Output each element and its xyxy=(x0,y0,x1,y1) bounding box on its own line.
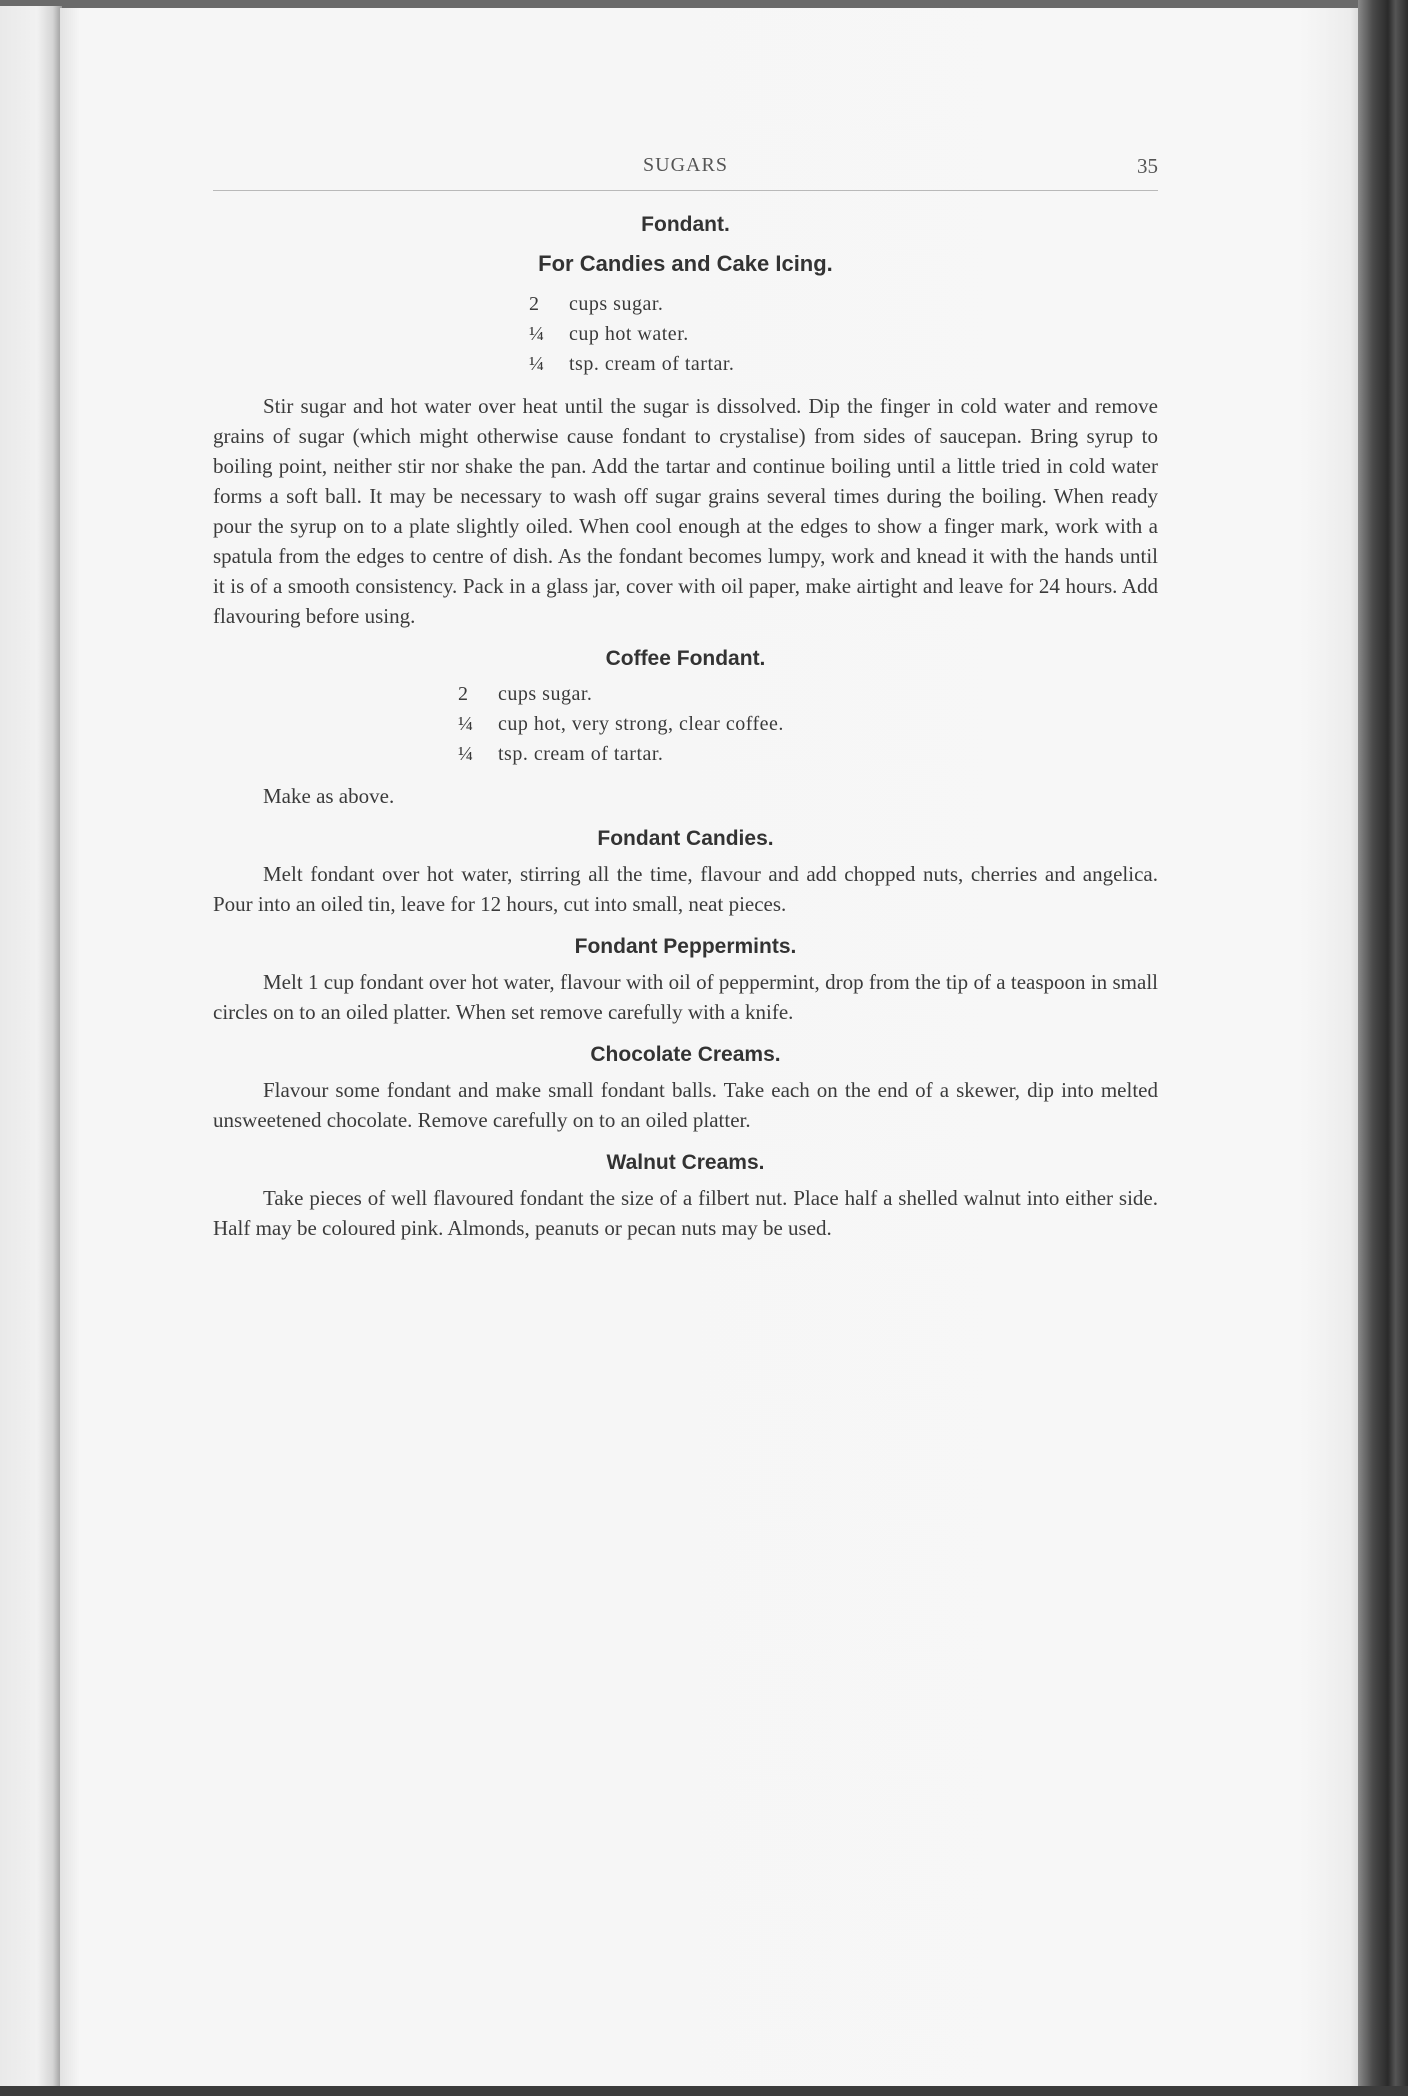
ingredient-qty: 2 xyxy=(529,293,540,315)
ingredient-text: cups sugar. xyxy=(498,683,593,705)
ingredient-qty: ¼ xyxy=(458,713,474,735)
recipe-title-fondant-peppermints: Fondant Peppermints. xyxy=(574,935,797,958)
recipe-method-fondant-peppermints: Melt 1 cup fondant over hot water, flavour with oil of peppermint, drop from the tip of a teaspoon in small circles on to an oiled platter. When set remove carefully with a knife. xyxy=(213,970,1158,1024)
ingredient-list-fondant xyxy=(213,289,1158,379)
recipe-title-walnut-creams: Walnut Creams. xyxy=(606,1151,765,1174)
ingredient-list-coffee-fondant xyxy=(213,679,1158,769)
recipe-title-fondant: Fondant. xyxy=(641,213,730,236)
recipe-subtitle-fondant: For Candies and Cake Icing. xyxy=(538,251,833,276)
ingredient-qty: ¼ xyxy=(458,743,474,765)
ingredient-qty: ¼ xyxy=(529,323,545,345)
page-number: 35 xyxy=(1137,154,1158,178)
ingredient-line xyxy=(529,349,1158,379)
recipe-method-coffee-fondant: Make as above. xyxy=(263,784,395,808)
page-content xyxy=(213,150,1158,1243)
ingredient-qty: 2 xyxy=(458,683,469,705)
ingredient-line xyxy=(529,289,1158,319)
ingredient-text: tsp. cream of tartar. xyxy=(498,743,664,765)
ingredient-line xyxy=(458,739,1158,769)
ingredient-qty: ¼ xyxy=(529,353,545,375)
scan-bottom-edge xyxy=(0,2086,1408,2096)
recipe-title-coffee-fondant: Coffee Fondant. xyxy=(605,647,766,670)
ingredient-line xyxy=(529,319,1158,349)
ingredient-text: cup hot, very strong, clear coffee. xyxy=(498,713,784,735)
recipe-method-fondant: Stir sugar and hot water over heat until the sugar is dissolved. Dip the finger in cold water and remove grains of sugar (which might otherwise cause fondant to crystalise) from sides of saucepan. Bring syrup to boiling point, neither stir nor shake the pan. Add the tartar and continue boiling until a little tried in cold water forms a soft ball. It may be necessary to wash off sugar grains several times during the boiling. When ready pour the syrup on to a plate slightly oiled. When cool enough at the edges to show a finger mark, work with a spatula from the edges to centre of dish. As the fondant becomes lumpy, work and knead it with the hands until it is of a smooth consistency. Pack in a glass jar, cover with oil paper, make airtight and leave for 24 hours. Add flavouring before using. xyxy=(213,394,1158,628)
recipe-title-chocolate-creams: Chocolate Creams. xyxy=(590,1043,781,1066)
facing-page-edge xyxy=(0,6,62,2086)
ingredient-line xyxy=(458,709,1158,739)
running-title: SUGARS xyxy=(643,154,728,176)
ingredient-text: cup hot water. xyxy=(569,323,689,345)
ingredient-line xyxy=(458,679,1158,709)
recipe-method-chocolate-creams: Flavour some fondant and make small fondant balls. Take each on the end of a skewer, dip into melted unsweetened chocolate. Remove carefully on to an oiled platter. xyxy=(213,1078,1158,1132)
recipe-method-walnut-creams: Take pieces of well flavoured fondant the size of a filbert nut. Place half a shelled walnut into either side. Half may be coloured pink. Almonds, peanuts or pecan nuts may be used. xyxy=(213,1186,1158,1240)
ingredient-text: tsp. cream of tartar. xyxy=(569,353,735,375)
recipe-method-fondant-candies: Melt fondant over hot water, stirring all the time, flavour and add chopped nuts, cherries and angelica. Pour into an oiled tin, leave for 12 hours, cut into small, neat pieces. xyxy=(213,862,1158,916)
running-header xyxy=(213,150,1158,191)
recipe-title-fondant-candies: Fondant Candies. xyxy=(597,827,774,850)
ingredient-text: cups sugar. xyxy=(569,293,664,315)
book-fore-edge xyxy=(1358,0,1408,2096)
